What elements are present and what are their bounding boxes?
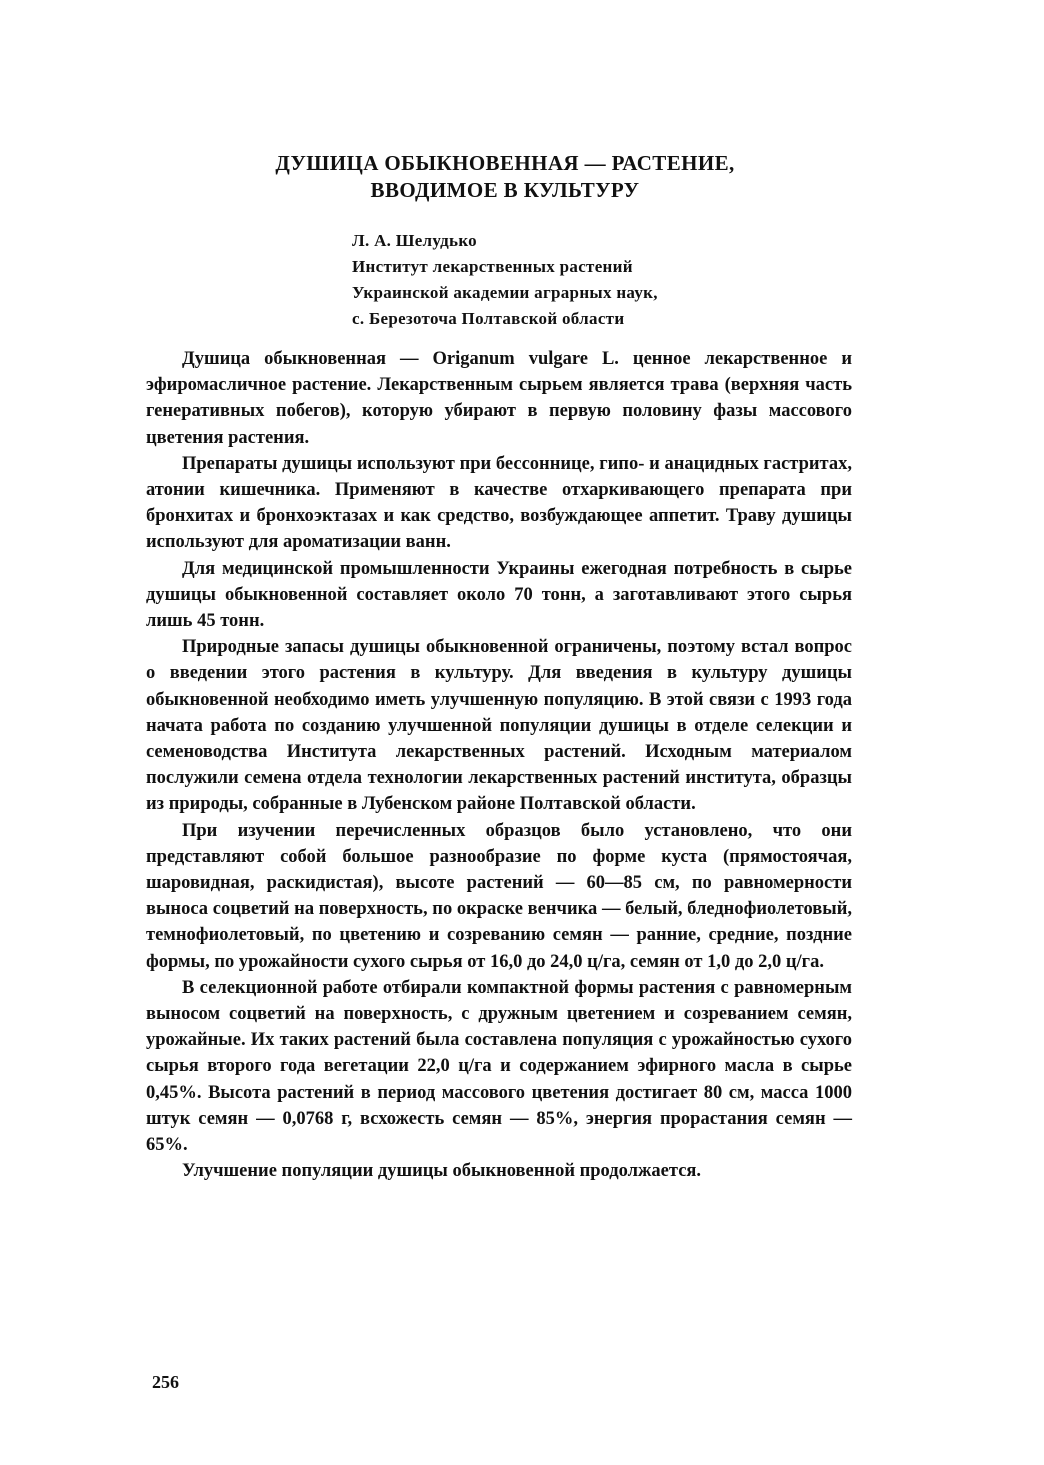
title-line-1: ДУШИЦА ОБЫКНОВЕННАЯ — РАСТЕНИЕ, xyxy=(275,151,735,175)
paragraph-3: Для медицинской промышленности Украины ежегодная потребность в сырье душицы обыкновенной составляет около 70 тонн, а заготавливают этого сырья лишь 45 тонн. xyxy=(146,558,852,632)
author-block xyxy=(352,228,852,332)
affiliation-line-3: с. Березоточа Полтавской области xyxy=(352,309,625,328)
paragraph-5: При изучении перечисленных образцов было установлено, что они представляют собой большое разнообразие по форме куста (прямостоячая, шаровидная, раскидистая), высоте растений — 60—85 см, по равномерности выноса соцветий на поверхность, по окраске венчика — белый, бледнофиолетовый, темнофиолетовый, по цветению и созреванию семян — ранние, средние, поздние формы, по урожайности сухого сырья от 16,0 до 24,0 ц/га, семян от 1,0 до 2,0 ц/га. xyxy=(146,820,852,972)
article-body xyxy=(146,346,852,1185)
paragraph-7: Улучшение популяции душицы обыкновенной продолжается. xyxy=(182,1161,702,1182)
paragraph-1: Душица обыкновенная — Origanum vulgare L. ценное лекарственное и эфиромасличное растение. Лекарственным сырьем является трава (верхняя часть генеративных побегов), которую убирают в первую половину фазы массового цветения растения. xyxy=(146,349,852,448)
paragraph-4: Природные запасы душицы обыкновенной ограничены, поэтому встал вопрос о введении этого растения в культуру. Для введения в культуру душицы обыкновенной необходимо иметь улучшенную популяцию. В этой связи с 1993 года начата работа по созданию улучшенной популяции душицы в отделе селекции и семеноводства Института лекарственных растений. Исходным материалом послужили семена отдела технологии лекарственных растений института, образцы из природы, собранные в Лубенском районе Полтавской области. xyxy=(146,637,852,815)
paragraph-2: Препараты душицы используют при бессоннице, гипо- и анацидных гастритах, атонии кишечника. Применяют в качестве отхаркивающего препарата при бронхитах и бронхоэктазах и как средство, возбуждающее аппетит. Траву душицы используют для ароматизации ванн. xyxy=(146,453,852,553)
author-name: Л. А. Шелудько xyxy=(352,231,477,250)
paragraph-6: В селекционной работе отбирали компактной формы растения с равномерным выносом соцветий на поверхность, с дружным цветением и созреванием семян, урожайные. Их таких растений была составлена популяция с урожайностью сухого сырья второго года вегетации 22,0 ц/га и содержанием эфирного масла в сырье 0,45%. Высота растений в период массового цветения достигает 80 см, масса 1000 штук семян — 0,0768 г, всхожесть семян — 85%, энергия прорастания семян — 65%. xyxy=(146,977,852,1156)
title-line-2: ВВОДИМОЕ В КУЛЬТУРУ xyxy=(370,178,640,202)
article-title xyxy=(150,150,860,204)
affiliation-line-1: Институт лекарственных растений xyxy=(352,257,633,276)
affiliation-line-2: Украинской академии аграрных наук, xyxy=(352,283,658,302)
page-number: 256 xyxy=(152,1372,179,1392)
